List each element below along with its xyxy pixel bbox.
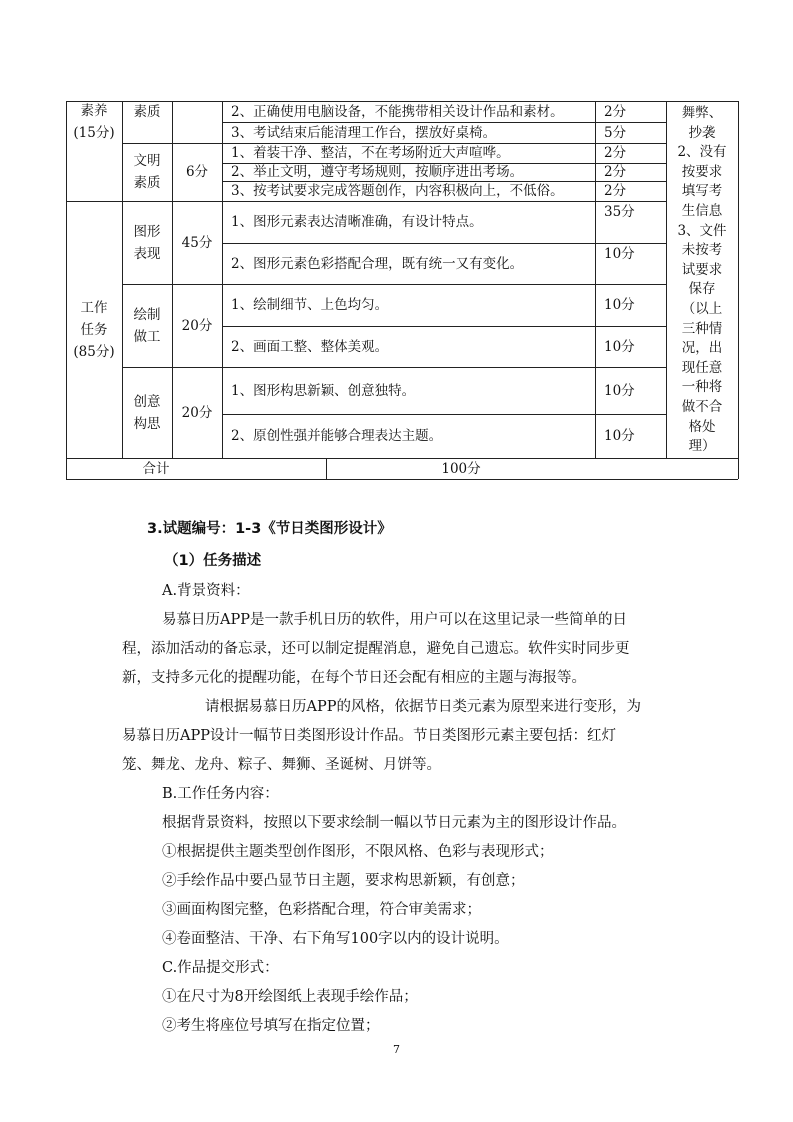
subcategory-line: 素质: [133, 175, 161, 191]
remark-line: 3、文件: [677, 222, 727, 239]
remark-line: 做不合: [681, 398, 723, 415]
category-label: 素养: [80, 103, 108, 119]
category-score: (15分): [73, 125, 115, 141]
remark-line: 舞弊、: [681, 105, 723, 121]
section-heading: 3.试题编号：1-3《节日类图形设计》: [147, 521, 392, 537]
remark-line: 格处: [688, 418, 716, 435]
task-label: B.工作任务内容：: [162, 786, 279, 802]
item-score: 2分: [604, 103, 627, 120]
remarks-cell: [666, 101, 738, 458]
task-line: ③画面构图完整，色彩搭配合理，符合审美需求；: [162, 902, 481, 918]
remark-line: （以上: [681, 300, 723, 317]
item-score: 10分: [604, 297, 635, 313]
item-score: 10分: [604, 428, 635, 444]
category-line: 任务: [80, 321, 108, 338]
item-score: 2分: [604, 183, 627, 199]
item-score: 2分: [604, 145, 627, 161]
subcategory-line: 做工: [133, 328, 161, 345]
task-line: ①根据提供主题类型创作图形，不限风格、色彩与表现形式；: [162, 844, 554, 860]
subcategory-line: 文明: [133, 153, 161, 169]
subcategory-line: 构思: [133, 415, 161, 432]
remark-line: 理）: [688, 438, 716, 455]
item-score: 10分: [604, 246, 635, 262]
remark-line: 未按考: [681, 242, 723, 259]
category-line: 工作: [80, 299, 108, 316]
subcategory-score: 20分: [181, 404, 213, 421]
subcategory-line: 创意: [133, 393, 161, 410]
remark-line: 抄袭: [688, 124, 716, 141]
item-score: 10分: [604, 382, 635, 399]
subcategory-chuangyi: [122, 367, 172, 458]
background-line: 新，支持多元化的提醒功能，在每个节日还会配有相应的主题与海报等。: [122, 670, 586, 686]
section-subheading: （1）任务描述: [164, 553, 262, 569]
item-text: 2、画面工整、整体美观。: [231, 338, 389, 355]
remark-line: 填写考: [681, 183, 723, 200]
category-score: (85分): [73, 343, 115, 360]
item-text: 1、图形元素表达清晰准确，有设计特点。: [231, 214, 483, 230]
subcategory-score: 20分: [181, 317, 213, 334]
remark-line: 况，出: [681, 340, 723, 357]
task-line: ④卷面整洁、干净、右下角写100字以内的设计说明。: [162, 931, 509, 947]
subcategory-tuxing: [122, 201, 172, 284]
background-line: 笼、舞龙、龙舟、粽子、舞狮、圣诞树、月饼等。: [122, 757, 441, 773]
item-text: 2、原创性强并能够合理表达主题。: [231, 428, 443, 444]
category-suyang: [66, 101, 122, 143]
submission-line: ①在尺寸为8开绘图纸上表现手绘作品；: [162, 989, 418, 1005]
subcategory-score: 6分: [185, 164, 209, 180]
item-text: 2、举止文明，遵守考场规则，按顺序进出考场。: [231, 164, 524, 180]
background-line: 易慕日历APP设计一幅节日类图形设计作品。节日类图形元素主要包括：红灯: [122, 728, 616, 744]
remark-line: 现任意: [681, 359, 723, 376]
remark-line: 保存: [688, 281, 716, 298]
background-line: 请根据易慕日历APP的风格，依据节日类元素为原型来进行变形，为: [205, 699, 641, 715]
remark-line: 按要求: [681, 163, 723, 180]
item-text: 2、图形元素色彩搭配合理，既有统一又有变化。: [231, 255, 524, 272]
item-text: 2、正确使用电脑设备，不能携带相关设计作品和素材。: [231, 103, 564, 120]
subcategory-line: 图形: [133, 223, 161, 240]
item-text: 1、着装干净、整洁，不在考场附近大声喧哗。: [231, 145, 510, 161]
subcategory-score: 45分: [181, 234, 213, 251]
item-text: 1、绘制细节、上色均匀。: [231, 297, 389, 313]
remark-line: 2、没有: [677, 144, 727, 161]
submission-line: ②考生将座位号填写在指定位置；: [162, 1018, 380, 1034]
item-score: 2分: [604, 164, 627, 180]
total-value: 100分: [441, 460, 481, 477]
remark-line: 试要求: [681, 261, 723, 278]
subcategory-huizhi: [122, 284, 172, 367]
item-text: 3、按考试要求完成答题创作，内容积极向上，不低俗。: [231, 183, 564, 199]
category-work: [66, 201, 122, 458]
subcategory-line: 绘制: [133, 306, 161, 323]
item-score: 35分: [604, 204, 635, 220]
submission-label: C.作品提交形式：: [162, 960, 279, 976]
item-text: 1、图形构思新颖、创意独特。: [231, 382, 416, 399]
item-score: 10分: [604, 338, 635, 355]
task-line: 根据背景资料，按照以下要求绘制一幅以节日元素为主的图形设计作品。: [162, 815, 626, 831]
subcategory-suzhi: 素质: [133, 103, 161, 120]
remark-line: 生信息: [681, 202, 723, 219]
background-label: A.背景资料：: [162, 583, 250, 599]
subcategory-line: 表现: [133, 245, 161, 262]
page-number: 7: [393, 1043, 400, 1056]
scoring-table: [66, 101, 738, 479]
total-label: 合计: [142, 460, 170, 477]
item-text: 3、考试结束后能清理工作台，摆放好桌椅。: [231, 124, 497, 141]
remark-line: 一种将: [681, 379, 723, 396]
background-line: 易慕日历APP是一款手机日历的软件，用户可以在这里记录一些简单的日: [162, 612, 627, 628]
remark-line: 三种情: [681, 320, 723, 337]
background-line: 程，添加活动的备忘录，还可以制定提醒消息，避免自己遗忘。软件实时同步更: [122, 641, 630, 657]
task-line: ②手绘作品中要凸显节日主题，要求构思新颖，有创意；: [162, 873, 525, 889]
subcategory-wenming: [122, 143, 172, 201]
item-score: 5分: [604, 124, 627, 141]
